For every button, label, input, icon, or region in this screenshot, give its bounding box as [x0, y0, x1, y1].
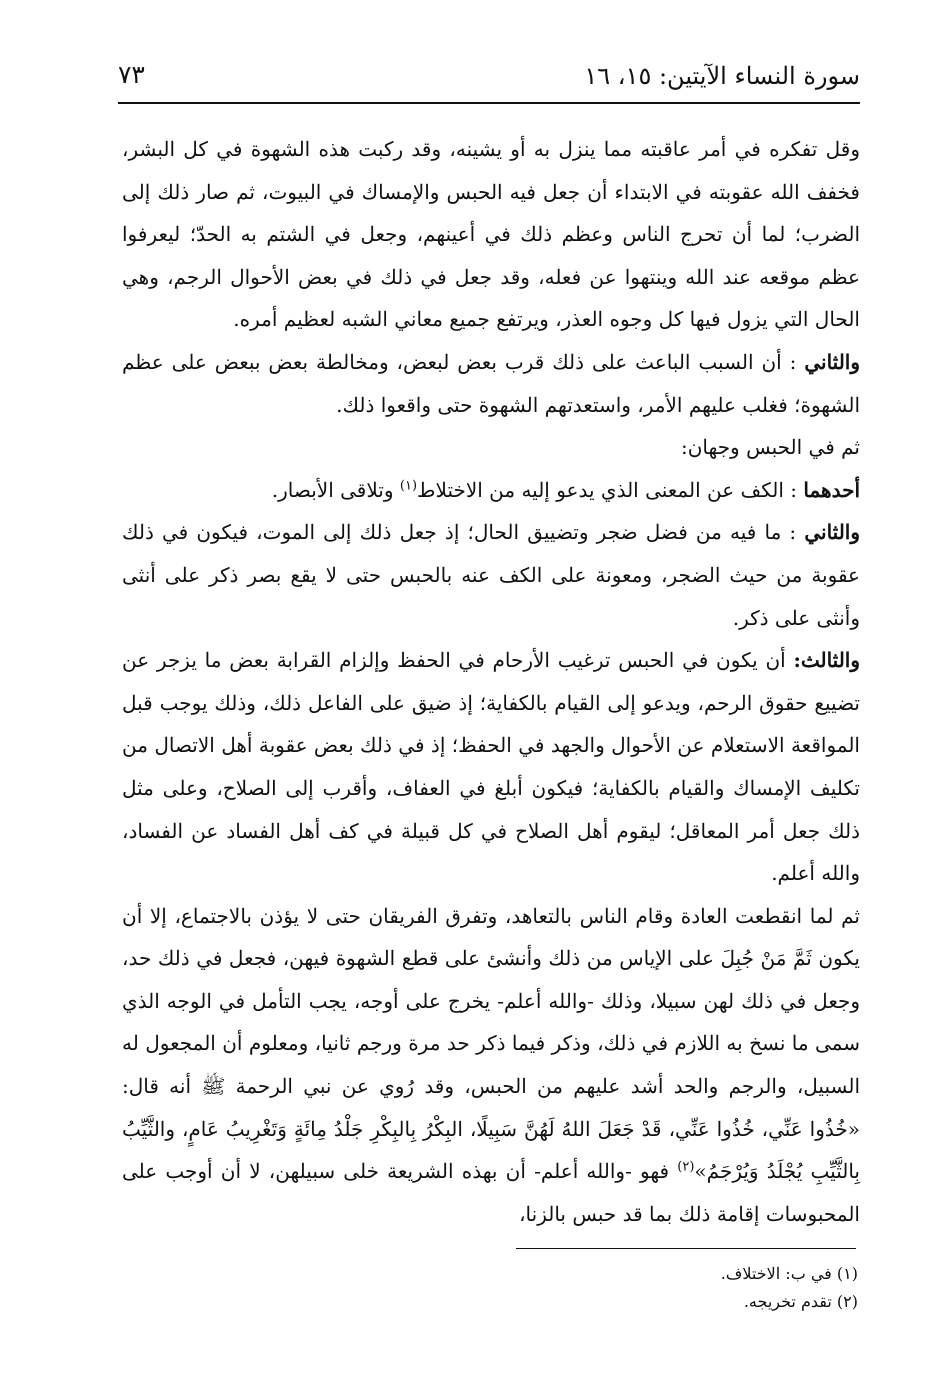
main-text	[122, 128, 860, 1235]
footnote-reference[interactable]: (٢)	[677, 1159, 695, 1175]
paragraph-first-aspect	[122, 469, 860, 512]
paragraph-second-aspect	[122, 511, 860, 639]
footnote-item: (١) في ب: الاختلاف.	[720, 1264, 858, 1283]
footnote-item: (٢) تقدم تخريجه.	[743, 1292, 858, 1311]
paragraph-third-aspect	[122, 639, 860, 895]
paragraph-text: وقل تفكره في أمر عاقبته مما ينزل به أو يشينه، وقد ركبت هذه الشهوة في كل البشر، فخفف الله عقوبته في الابتداء أن جعل فيه الحبس والإمساك في البيوت، ثم صار ذلك إلى الضرب؛ لما أن تحرج الناس وعظم ذلك في أعينهم، وجعل في الشتم به الحدّ؛ ليعرفوا عظم موقعه عند الله وينتهوا عن فعله، وقد جعل في ذلك في بعض الأحوال الرجم، وهي الحال التي يزول فيها كل وجوه العذر، ويرتفع جميع معاني الشبه لعظيم أمره.	[122, 137, 860, 332]
paragraph-text: ثم لما انقطعت العادة وقام الناس بالتعاهد، وتفرق الفريقان حتى لا يؤذن بالاجتماع، إلا أن يكون ثَمَّ مَنْ جُبِلَ على الإياس من ذلك وأنشئ على قطع الشهوة فيهن، فجعل في ذلك حد، وجعل في ذلك لهن سبيلا، وذلك -والله أعلم- يخرج على أوجه، يجب التأمل في الوجه الذي سمى ما نسخ به اللازم في ذلك، وذكر فيما ذكر حد مرة ورجم ثانيا، ومعلوم أن المجعول له السبيل، والرجم والحد أشد عليهم من الحبس، وقد رُوي عن نبي الرحمة ﷺ أنه قال: «خُذُوا عَنِّي، خُذُوا عَنِّي، قَدْ جَعَلَ اللهُ لَهُنَّ سَبِيلًا، البِكْرُ بِالبِكْرِ جَلْدُ مِائَةٍ وَتَغْرِيبُ عَامٍ، والثَّيِّبُ بِالثَّيِّبِ يُجْلَدُ وَيُرْجَمُ»	[122, 903, 860, 1184]
paragraph-text-continued: وتلاقى الأبصار.	[271, 477, 400, 502]
paragraph-lead: والثالث:	[793, 648, 861, 673]
paragraph-two-aspects	[122, 426, 860, 469]
paragraph-closing	[122, 895, 860, 1236]
header-divider	[118, 102, 860, 104]
paragraph-lead: والثاني	[804, 520, 861, 545]
paragraph-lead: أحدهما	[803, 477, 860, 502]
footnotes	[300, 1260, 858, 1316]
paragraph-text: : ما فيه من فضل ضجر وتضييق الحال؛ إذ جعل ذلك إلى الموت، فيكون في ذلك عقوبة من حيث الضجر، ومعونة على الكف عنه بالحبس حتى لا يقع بصر ذكر على أنثى وأنثى على ذكر.	[122, 520, 860, 630]
footnote-reference[interactable]: (١)	[399, 478, 418, 494]
paragraph-text: ثم في الحبس وجهان:	[680, 435, 860, 460]
paragraph-intro	[122, 128, 860, 341]
paragraph-text: : أن السبب الباعث على ذلك قرب بعض لبعض، ومخالطة بعض ببعض على عظم الشهوة؛ فغلب عليهم الأمر، واستعدتهم الشهوة حتى واقعوا ذلك.	[122, 349, 860, 417]
paragraph-text: : الكف عن المعنى الذي يدعو إليه من الاختلاط	[417, 477, 798, 502]
paragraph-lead: والثاني	[804, 349, 861, 374]
running-header	[118, 56, 860, 102]
paragraph-text-continued: فهو -والله أعلم- أن بهذه الشريعة خلى سبيلهن، لا أن أوجب على المحبوسات إقامة ذلك بما قد حبس بالزنا،	[122, 1159, 860, 1226]
footnote-divider	[516, 1248, 856, 1249]
paragraph-text: أن يكون في الحبس ترغيب الأرحام في الحفظ وإلزام القرابة بعض ما يزجر عن تضييع حقوق الرحم، ويدعو إلى القيام بالكفاية؛ إذ ضيق على الفاعل ذلك، وذلك يوجب قبل المواقعة الاستعلام عن الأحوال والجهد في الحفظ؛ إذ في ذلك بعض عقوبة أهل الاتصال من تكليف الإمساك والقيام بالكفاية؛ فيكون أبلغ في العفاف، وأقرب إلى الصلاح، وعلى مثل ذلك جعل أمر المعاقل؛ ليقوم أهل الصلاح في كل قبيلة في كف أهل الفساد عن الفساد، والله أعلم.	[122, 648, 860, 886]
page-number: ٧٣	[118, 60, 145, 89]
header-title: سورة النساء الآيتين: ١٥، ١٦	[584, 62, 860, 90]
paragraph-second-cause	[122, 341, 860, 426]
